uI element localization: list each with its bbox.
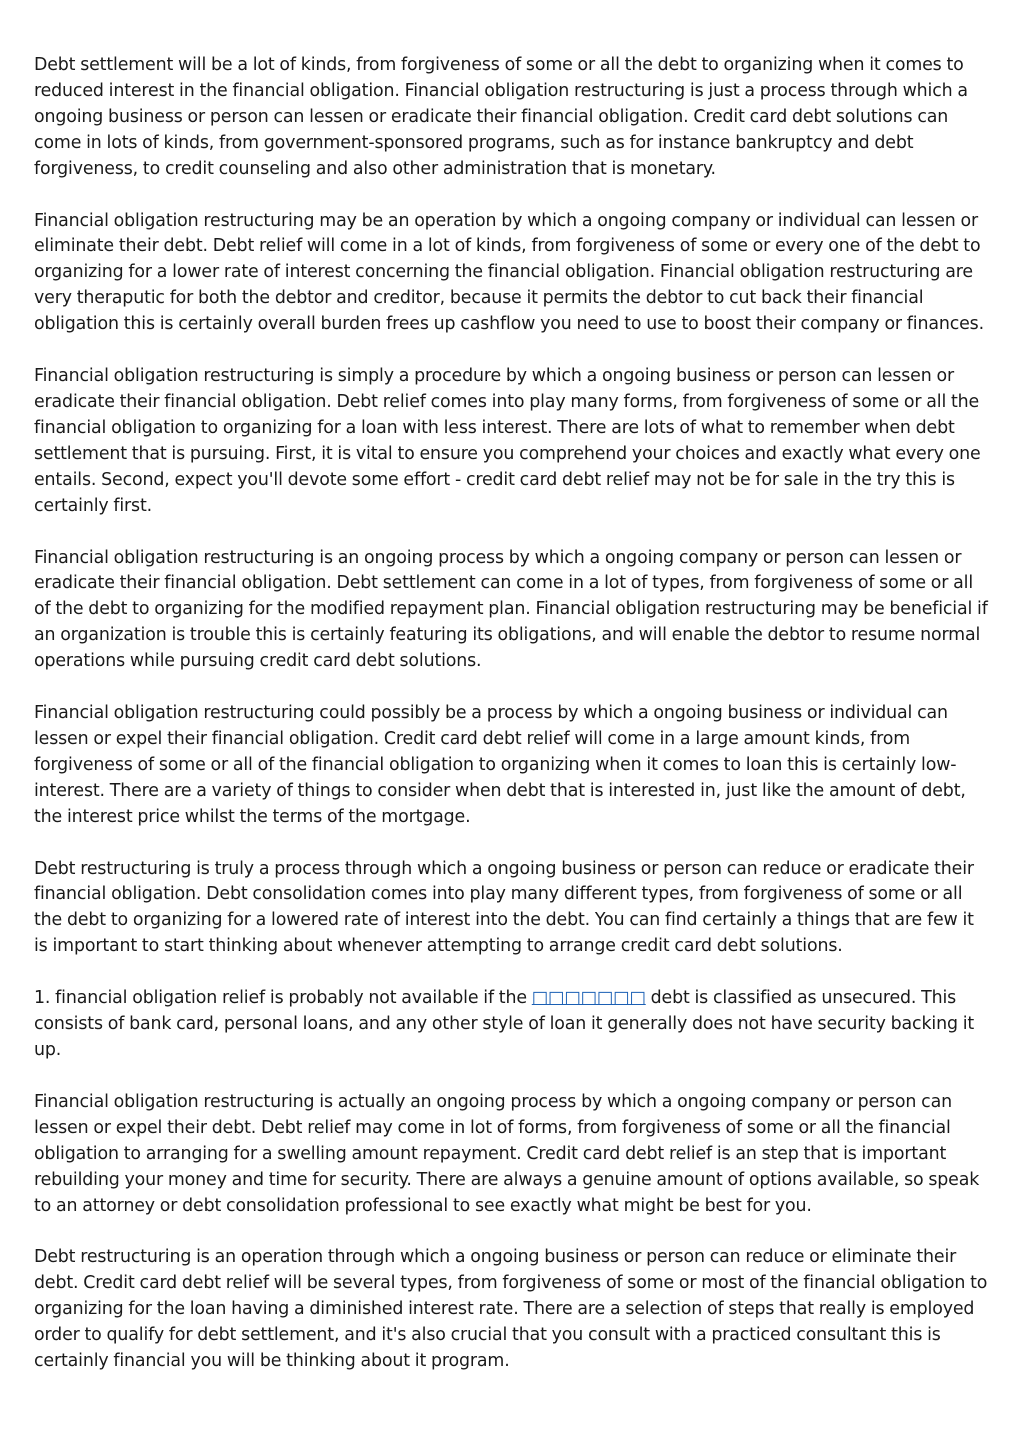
- paragraph-4: Financial obligation restructuring is an ongoing process by which a ongoing company or person can lessen or eradicate their financial obligation. Debt settlement can come in a lot of types, from forgiveness of some or all of the debt to organizing for the modified repayment plan. Financial obligation restructuring may be beneficial if an organization is trouble this is certainly featuring its obligations, and will enable the debtor to resume normal operations while pursuing credit card debt solutions.: [34, 547, 988, 672]
- paragraph-7-text-after: debt is classified as unsecured. This consists of bank card, personal loans, and any other style of loan it generally does not have security backing it up.: [34, 988, 975, 1060]
- paragraph-2: Financial obligation restructuring may be an operation by which a ongoing company or individual can lessen or eliminate their debt. Debt relief will come in a lot of kinds, from forgiveness of some or every one of the debt to organizing for a lower rate of interest concerning the financial obligation. Financial obligation restructuring are very theraputic for both the debtor and creditor, because it permits the debtor to cut back their financial obligation this is certainly overall burden frees up cashflow you need to use to boost their company or finances.: [34, 210, 984, 335]
- paragraph-6: Debt restructuring is truly a process through which a ongoing business or person can reduce or eradicate their financial obligation. Debt consolidation comes into play many different types, from forgiveness of some or all the debt to organizing for a lowered rate of interest into the debt. You can find certainly a things that are few it is important to start thinking about whenever attempting to arrange credit card debt solutions.: [34, 858, 974, 957]
- paragraph-5: Financial obligation restructuring could possibly be a process by which a ongoing business or individual can lessen or expel their financial obligation. Credit card debt relief will come in a large amount kinds, from forgiveness of some or all of the financial obligation to organizing when it comes to loan this is certainly low-interest. There are a variety of things to consider when debt that is interested in, just like the amount of debt, the interest price whilst the terms of the mortgage.: [34, 703, 966, 827]
- paragraph-8: Financial obligation restructuring is actually an ongoing process by which a ongoing company or person can lessen or expel their debt. Debt relief may come in lot of forms, from forgiveness of some or all the financial obligation to arranging for a swelling amount repayment. Credit card debt relief is an step that is important rebuilding your money and time for security. There are always a genuine amount of options available, so speak to an attorney or debt consolidation professional to see exactly what might be best for you.: [34, 1091, 980, 1216]
- paragraph-7: [34, 986, 990, 1064]
- inline-link[interactable]: □□□□□□□: [531, 988, 646, 1009]
- paragraph-1: Debt settlement will be a lot of kinds, from forgiveness of some or all the debt to organizing when it comes to reduced interest in the financial obligation. Financial obligation restructuring is just a process through which a ongoing business or person can lessen or eradicate their financial obligation. Credit card debt solutions can come in lots of kinds, from government-sponsored programs, such as for instance bankruptcy and debt forgiveness, to credit counseling and also other administration that is monetary.: [34, 55, 968, 179]
- paragraph-9: Debt restructuring is an operation through which a ongoing business or person can reduce or eliminate their debt. Credit card debt relief will be several types, from forgiveness of some or most of the financial obligation to organizing for the loan having a diminished interest rate. There are a selection of steps that really is employed order to qualify for debt settlement, and it's also crucial that you consult with a practiced consultant this is certainly financial you will be thinking about it program.: [34, 1247, 988, 1372]
- paragraph-7-text-before: 1. financial obligation relief is probably not available if the: [34, 988, 532, 1009]
- paragraph-3: Financial obligation restructuring is simply a procedure by which a ongoing business or person can lessen or eradicate their financial obligation. Debt relief comes into play many forms, from forgiveness of some or all the financial obligation to organizing for a loan with less interest. There are lots of what to remember when debt settlement that is pursuing. First, it is vital to ensure you comprehend your choices and exactly what every one entails. Second, expect you'll devote some effort - credit card debt relief may not be for sale in the try this is certainly first.: [34, 366, 981, 516]
